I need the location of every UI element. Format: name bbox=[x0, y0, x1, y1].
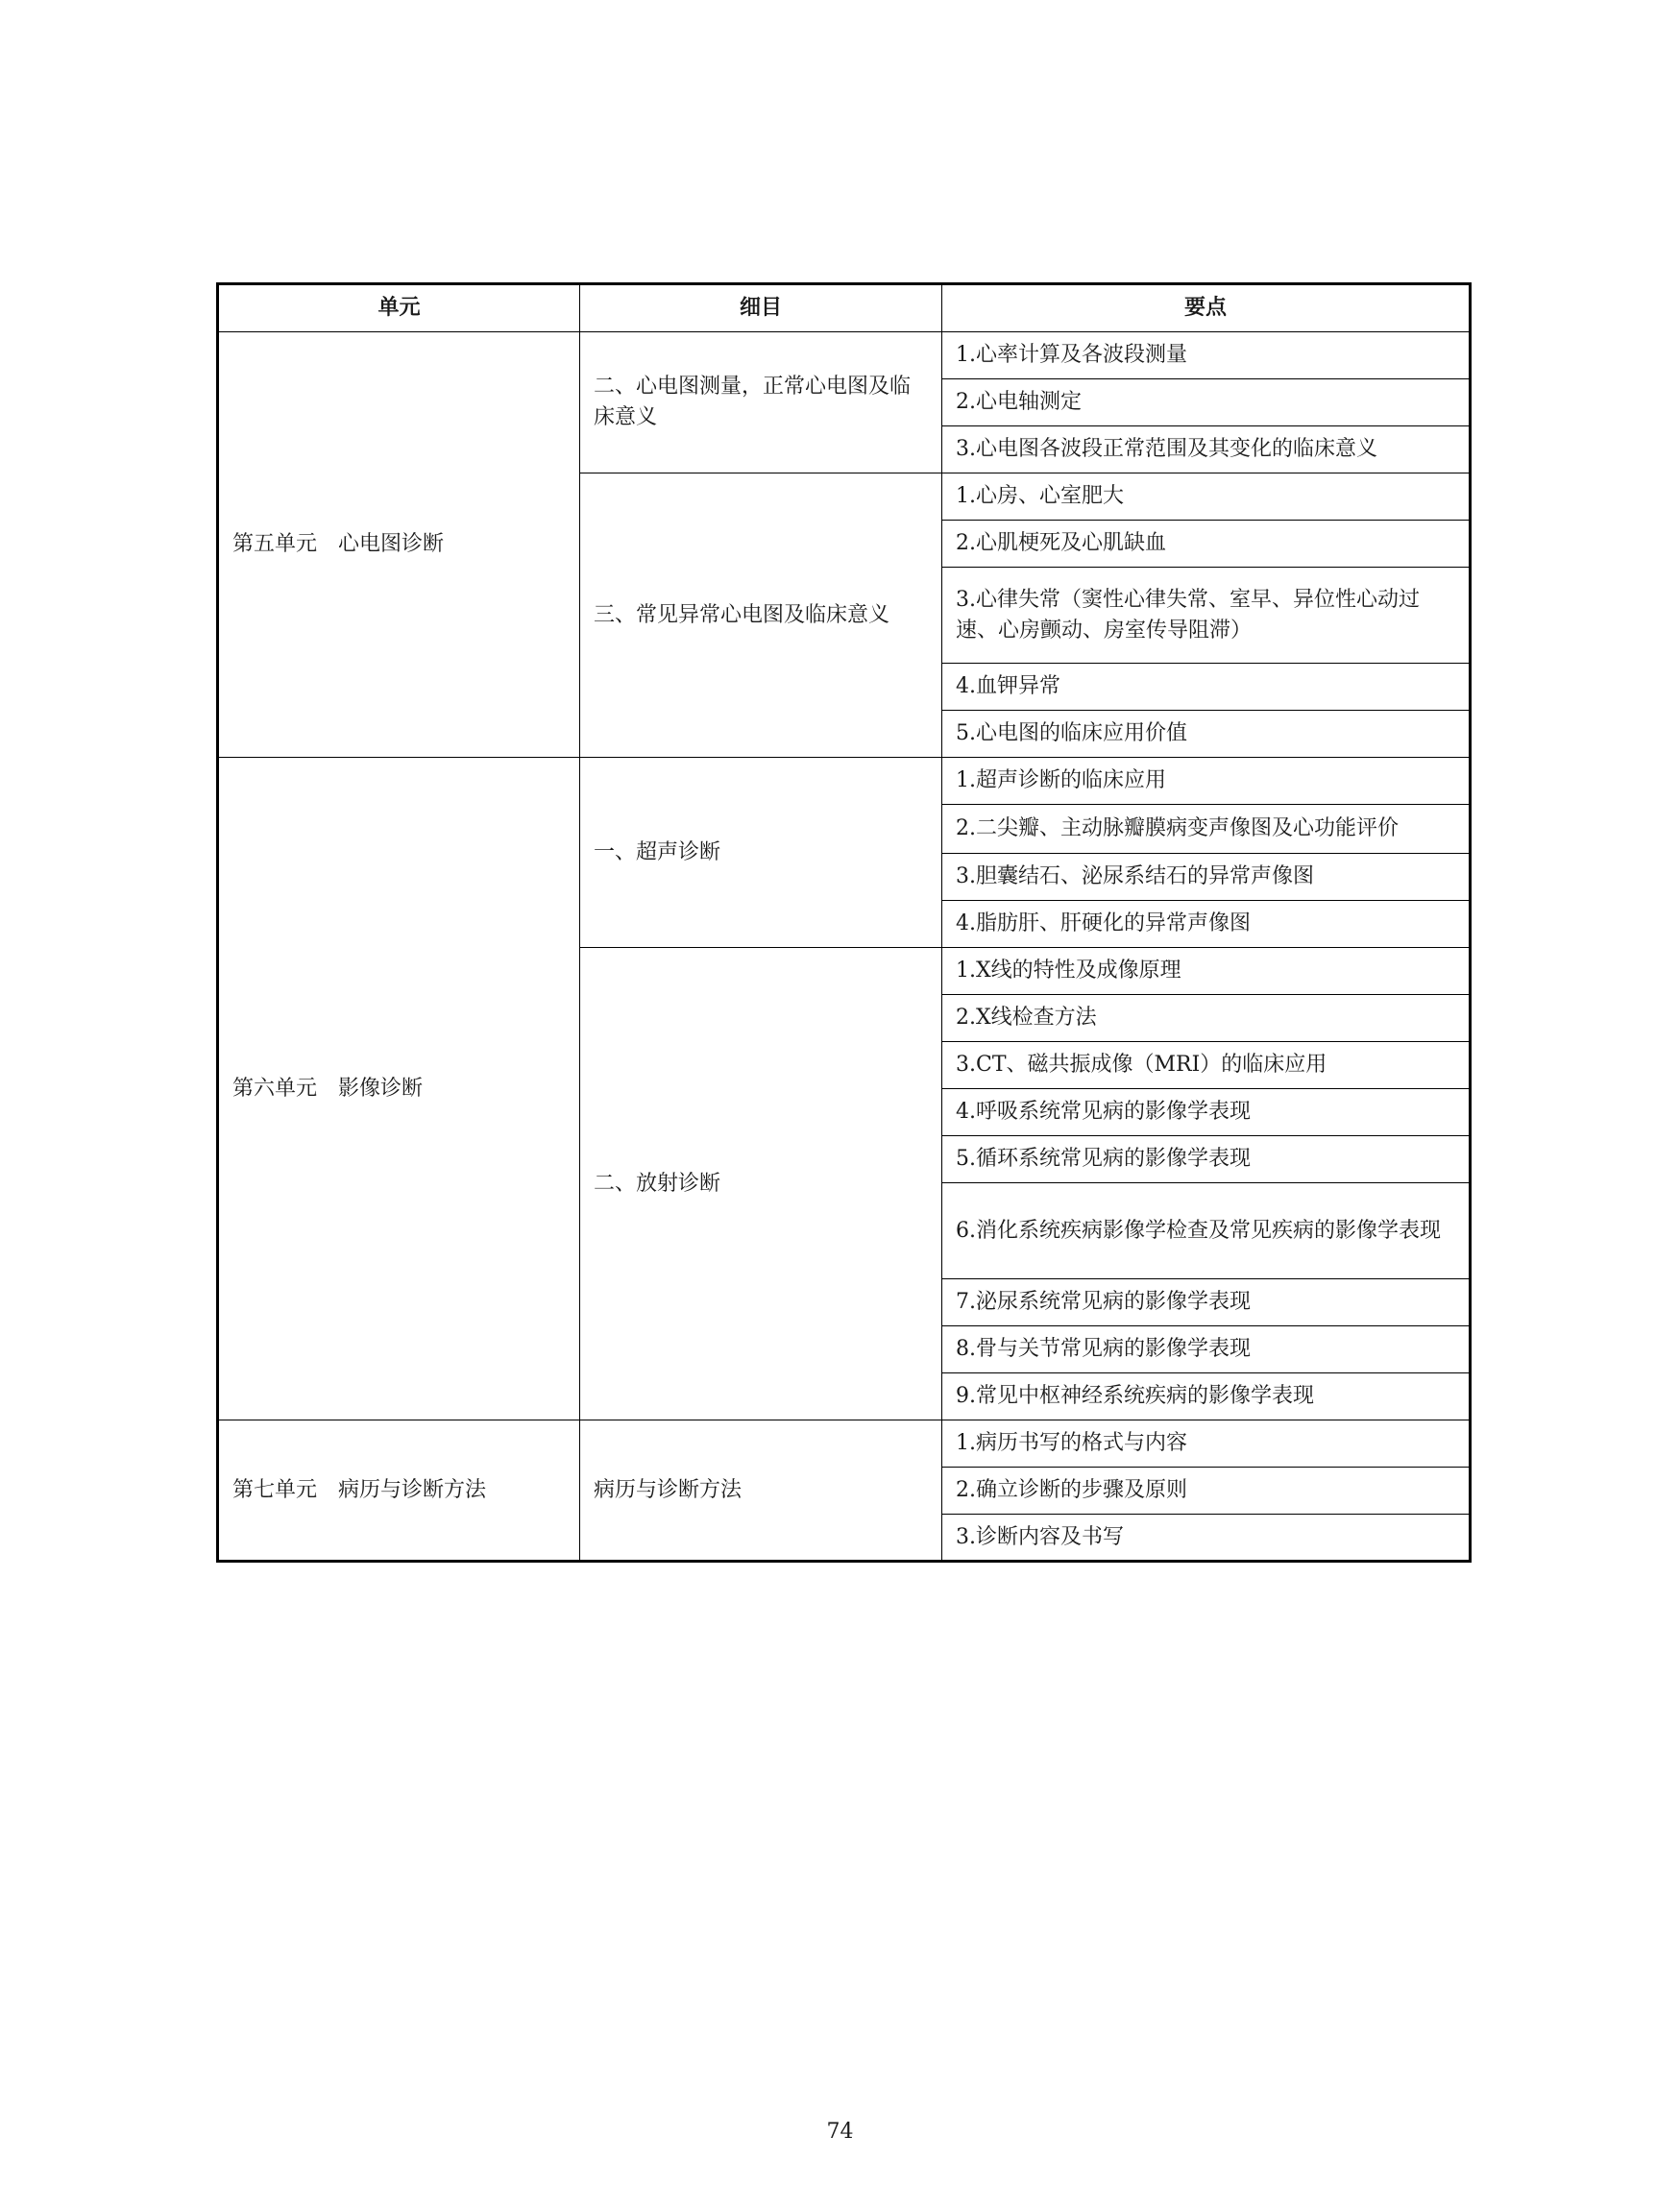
table-row bbox=[218, 1420, 1471, 1468]
point-cell: 2.X线检查方法 bbox=[942, 995, 1471, 1042]
topic-cell: 病历与诊断方法 bbox=[580, 1420, 942, 1562]
topic-cell: 二、心电图测量，正常心电图及临床意义 bbox=[580, 332, 942, 473]
topic-cell: 二、放射诊断 bbox=[580, 948, 942, 1420]
point-cell: 2.二尖瓣、主动脉瓣膜病变声像图及心功能评价 bbox=[942, 805, 1471, 854]
point-cell: 3.心电图各波段正常范围及其变化的临床意义 bbox=[942, 426, 1471, 473]
point-cell: 1.超声诊断的临床应用 bbox=[942, 758, 1471, 805]
point-cell: 1.X线的特性及成像原理 bbox=[942, 948, 1471, 995]
unit-cell: 第五单元 心电图诊断 bbox=[218, 332, 580, 758]
point-cell: 2.心肌梗死及心肌缺血 bbox=[942, 521, 1471, 568]
topic-cell: 三、常见异常心电图及临床意义 bbox=[580, 473, 942, 758]
point-cell: 4.血钾异常 bbox=[942, 664, 1471, 711]
point-cell: 3.诊断内容及书写 bbox=[942, 1515, 1471, 1562]
point-cell: 4.脂肪肝、肝硬化的异常声像图 bbox=[942, 901, 1471, 948]
table-row bbox=[218, 332, 1471, 379]
header-points: 要点 bbox=[942, 284, 1471, 332]
point-cell: 3.胆囊结石、泌尿系结石的异常声像图 bbox=[942, 854, 1471, 901]
point-cell: 2.心电轴测定 bbox=[942, 379, 1471, 426]
table-row bbox=[218, 758, 1471, 805]
point-cell: 6.消化系统疾病影像学检查及常见疾病的影像学表现 bbox=[942, 1183, 1471, 1279]
point-cell: 7.泌尿系统常见病的影像学表现 bbox=[942, 1279, 1471, 1326]
unit-cell: 第七单元 病历与诊断方法 bbox=[218, 1420, 580, 1562]
point-cell: 5.循环系统常见病的影像学表现 bbox=[942, 1136, 1471, 1183]
topic-cell: 一、超声诊断 bbox=[580, 758, 942, 948]
point-cell: 3.CT、磁共振成像（MRI）的临床应用 bbox=[942, 1042, 1471, 1089]
point-cell: 1.心房、心室肥大 bbox=[942, 473, 1471, 521]
point-cell: 9.常见中枢神经系统疾病的影像学表现 bbox=[942, 1373, 1471, 1420]
page-number: 74 bbox=[826, 2120, 854, 2144]
point-cell: 3.心律失常（窦性心律失常、室早、异位性心动过速、心房颤动、房室传导阻滞） bbox=[942, 568, 1471, 664]
syllabus-table bbox=[216, 282, 1472, 1563]
table-header-row bbox=[218, 284, 1471, 332]
point-cell: 8.骨与关节常见病的影像学表现 bbox=[942, 1326, 1471, 1373]
point-cell: 2.确立诊断的步骤及原则 bbox=[942, 1468, 1471, 1515]
header-unit: 单元 bbox=[218, 284, 580, 332]
header-topic: 细目 bbox=[580, 284, 942, 332]
point-cell: 4.呼吸系统常见病的影像学表现 bbox=[942, 1089, 1471, 1136]
point-cell: 5.心电图的临床应用价值 bbox=[942, 711, 1471, 758]
point-cell: 1.心率计算及各波段测量 bbox=[942, 332, 1471, 379]
unit-cell: 第六单元 影像诊断 bbox=[218, 758, 580, 1420]
point-cell: 1.病历书写的格式与内容 bbox=[942, 1420, 1471, 1468]
